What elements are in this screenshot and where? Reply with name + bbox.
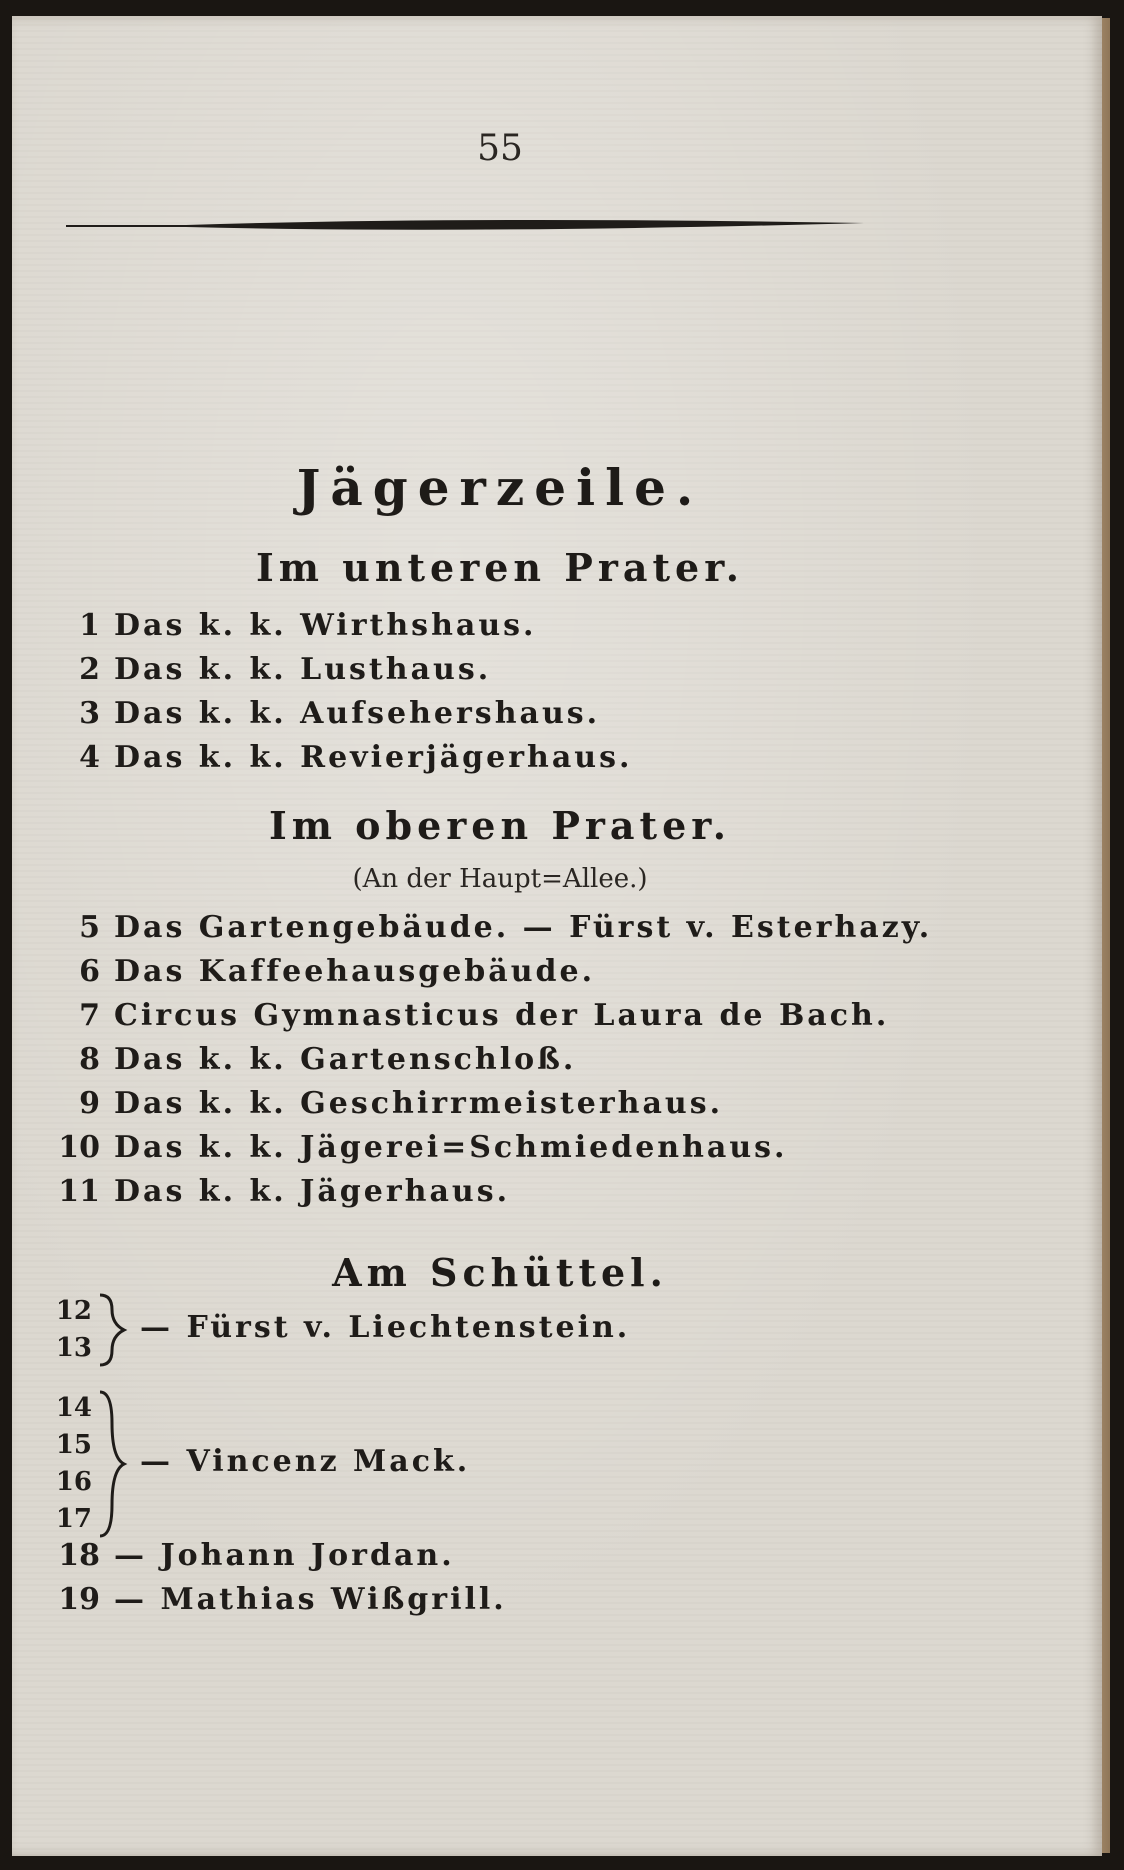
item-number: 15 [55,1430,92,1460]
page-title: Jägerzeile. [296,458,704,517]
list-item [50,740,632,784]
item-number: 6 [79,954,100,989]
list-item [50,910,932,954]
page-number: 55 [477,128,523,169]
item-number: 8 [79,1042,100,1077]
item-number: 1 [79,608,100,643]
item-number: 10 [58,1130,100,1165]
item-text: Das k. k. Lusthaus. [114,652,492,687]
item-text: — Mathias Wißgrill. [114,1582,507,1617]
list-item [50,1086,723,1130]
section-heading-unteren: Im unteren Prater. [256,545,744,590]
item-number: 17 [55,1504,92,1534]
item-number: 5 [79,910,100,945]
curly-brace [96,1293,130,1367]
list-item [50,608,536,652]
item-number: 4 [79,740,100,775]
item-text: — Vincenz Mack. [140,1444,471,1479]
item-number: 12 [55,1296,92,1326]
list-item [50,998,889,1042]
section-heading-oberen: Im oberen Prater. [268,803,732,848]
list-item [50,1042,576,1086]
curly-brace [96,1390,130,1538]
list-item [50,652,491,696]
item-number: 9 [79,1086,100,1121]
list-item [50,954,595,998]
item-text: Das k. k. Wirthshaus. [114,608,537,643]
item-text: — Fürst v. Liechtenstein. [140,1310,631,1345]
item-number: 7 [79,998,100,1033]
item-number: 2 [79,652,100,687]
item-text: Das k. k. Jägerei=Schmiedenhaus. [114,1130,788,1165]
item-text: Das Kaffeehausgebäude. [114,954,596,989]
item-text: — Johann Jordan. [114,1538,455,1573]
item-text: Das k. k. Gartenschloß. [114,1042,577,1077]
section-note-oberen: (An der Haupt=Allee.) [352,864,648,894]
list-item [50,1582,507,1626]
decorative-rule [66,218,864,232]
list-item [50,1174,510,1218]
item-number: 16 [55,1467,92,1497]
list-item [50,1538,455,1582]
list-item [50,1130,788,1174]
item-number: 11 [58,1174,100,1209]
item-number: 18 [58,1538,100,1573]
item-number: 19 [58,1582,100,1617]
item-text: Circus Gymnasticus der Laura de Bach. [114,998,890,1033]
item-text: Das k. k. Jägerhaus. [114,1174,511,1209]
item-text: Das Gartengebäude. — Fürst v. Esterhazy. [114,910,933,945]
item-text: Das k. k. Revierjägerhaus. [114,740,633,775]
item-text: Das k. k. Geschirrmeisterhaus. [114,1086,724,1121]
item-number: 14 [55,1393,92,1423]
item-number: 13 [55,1333,92,1363]
item-text: Das k. k. Aufsehershaus. [114,696,601,731]
section-heading-schuettel: Am Schüttel. [332,1250,668,1295]
list-item [50,696,600,740]
item-number: 3 [79,696,100,731]
